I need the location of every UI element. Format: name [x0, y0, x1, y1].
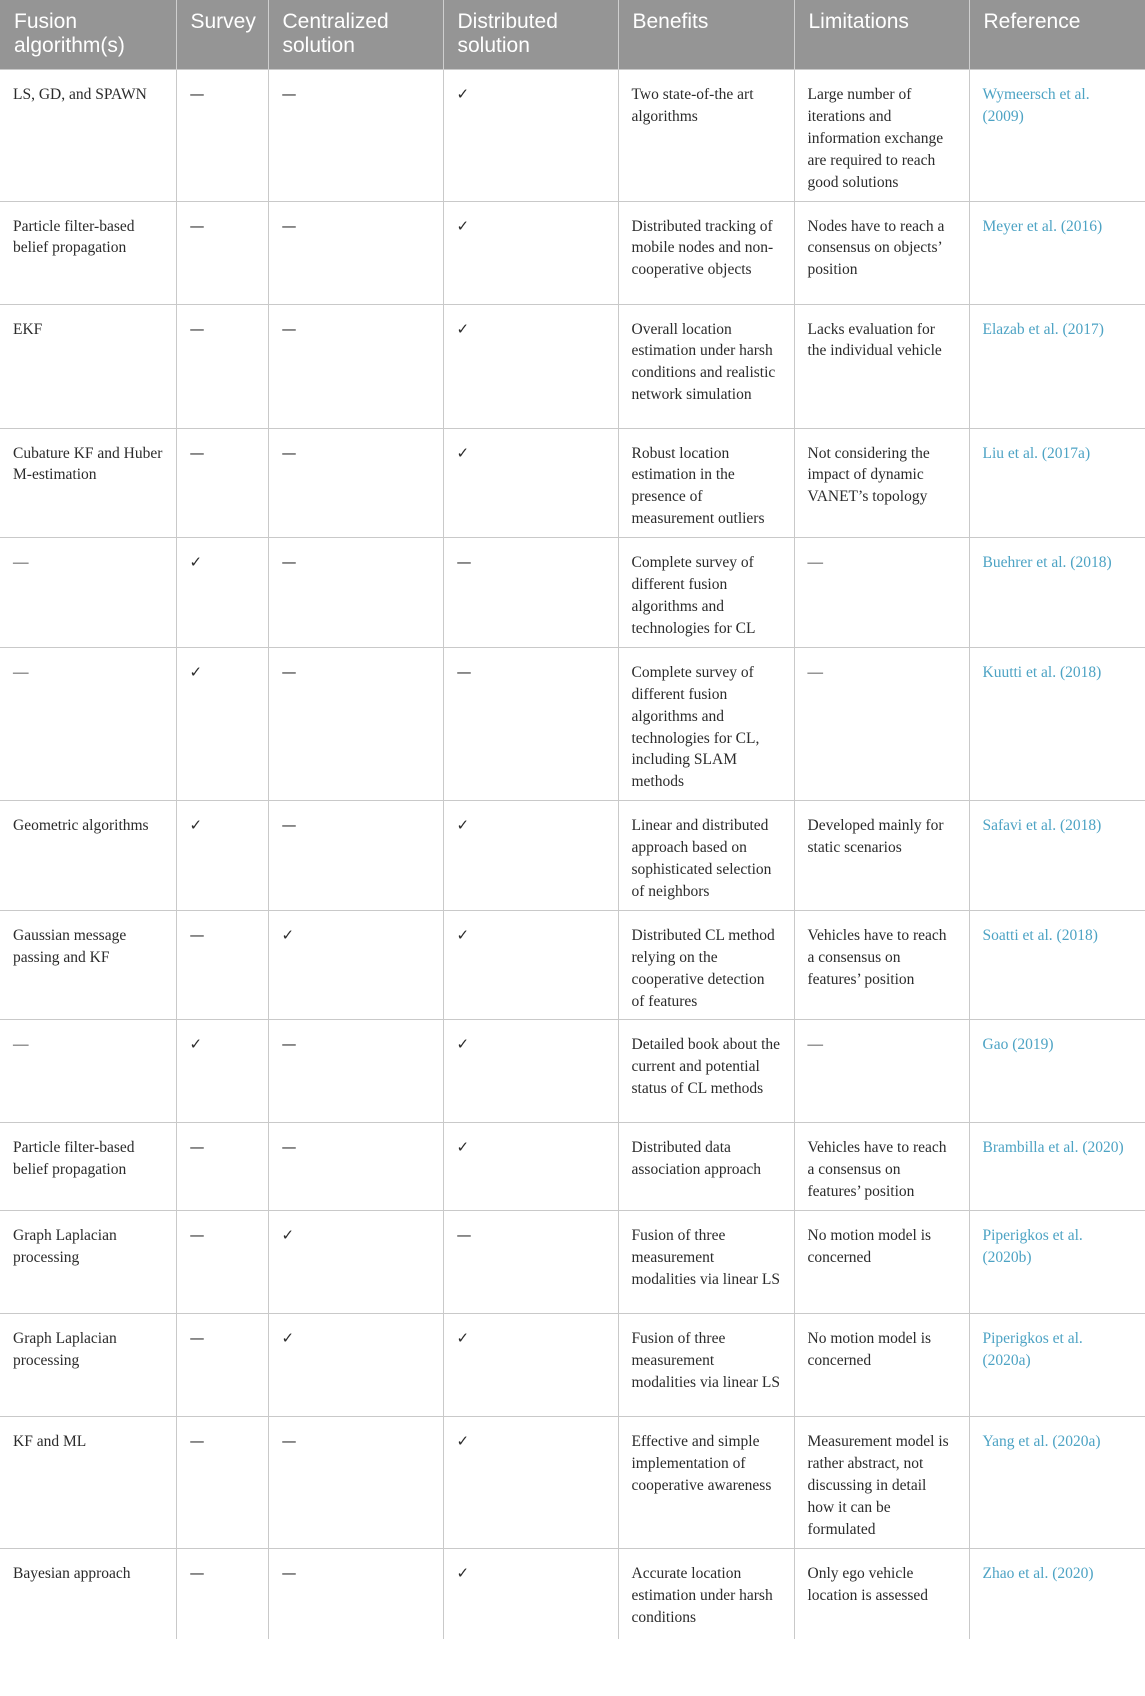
cell-centralized: — [268, 1417, 443, 1549]
cell-benefits: Complete survey of different fusion algorithms and technologies for CL, including SLAM methods [618, 647, 794, 800]
cell-survey: — [176, 304, 268, 428]
cell-survey: ✓ [176, 1020, 268, 1123]
cell-centralized: — [268, 70, 443, 202]
reference-link[interactable]: Brambilla et al. (2020) [969, 1123, 1145, 1211]
reference-link[interactable]: Buehrer et al. (2018) [969, 538, 1145, 648]
cell-limitations: Nodes have to reach a consensus on objects’ position [794, 201, 969, 304]
cell-limitations: Not considering the impact of dynamic VANET’s topology [794, 428, 969, 538]
cell-distributed: ✓ [443, 1548, 618, 1639]
cell-benefits: Two state-of-the art algorithms [618, 70, 794, 202]
cell-survey: ✓ [176, 801, 268, 911]
reference-link[interactable]: Liu et al. (2017a) [969, 428, 1145, 538]
cell-distributed: ✓ [443, 910, 618, 1020]
reference-link[interactable]: Zhao et al. (2020) [969, 1548, 1145, 1639]
cell-distributed: ✓ [443, 1123, 618, 1211]
cell-limitations: No motion model is concerned [794, 1211, 969, 1314]
cell-fusion-algorithm: EKF [0, 304, 176, 428]
reference-link[interactable]: Kuutti et al. (2018) [969, 647, 1145, 800]
reference-link[interactable]: Elazab et al. (2017) [969, 304, 1145, 428]
cell-benefits: Detailed book about the current and potential status of CL methods [618, 1020, 794, 1123]
cell-benefits: Distributed CL method relying on the cooperative detection of features [618, 910, 794, 1020]
cell-fusion-algorithm: LS, GD, and SPAWN [0, 70, 176, 202]
cell-benefits: Effective and simple implementation of cooperative awareness [618, 1417, 794, 1549]
cell-distributed: ✓ [443, 801, 618, 911]
reference-link[interactable]: Piperigkos et al. (2020b) [969, 1211, 1145, 1314]
header-survey: Survey [176, 0, 268, 70]
header-reference: Reference [969, 0, 1145, 70]
cell-limitations: Developed mainly for static scenarios [794, 801, 969, 911]
cell-survey: — [176, 201, 268, 304]
cell-distributed: ✓ [443, 1314, 618, 1417]
cell-centralized: — [268, 1020, 443, 1123]
header-row [0, 0, 1145, 70]
cell-centralized: — [268, 801, 443, 911]
table-row [0, 801, 1145, 911]
cell-benefits: Distributed tracking of mobile nodes and non-cooperative objects [618, 201, 794, 304]
cell-benefits: Overall location estimation under harsh conditions and realistic network simulation [618, 304, 794, 428]
cell-distributed: ✓ [443, 428, 618, 538]
cell-centralized: — [268, 428, 443, 538]
table-row [0, 1211, 1145, 1314]
cell-centralized: ✓ [268, 910, 443, 1020]
cell-fusion-algorithm: Gaussian message passing and KF [0, 910, 176, 1020]
table-row [0, 1123, 1145, 1211]
cell-limitations: Large number of iterations and information exchange are required to reach good solutions [794, 70, 969, 202]
cell-survey: — [176, 1211, 268, 1314]
cell-distributed: ✓ [443, 1020, 618, 1123]
table-row [0, 1314, 1145, 1417]
reference-link[interactable]: Yang et al. (2020a) [969, 1417, 1145, 1549]
table-row [0, 1020, 1145, 1123]
cell-fusion-algorithm: — [0, 538, 176, 648]
cell-benefits: Linear and distributed approach based on sophisticated selection of neighbors [618, 801, 794, 911]
cell-survey: — [176, 1548, 268, 1639]
table-row [0, 1417, 1145, 1549]
table-row [0, 428, 1145, 538]
cell-benefits: Distributed data association approach [618, 1123, 794, 1211]
reference-link[interactable]: Gao (2019) [969, 1020, 1145, 1123]
cell-survey: — [176, 1123, 268, 1211]
cell-fusion-algorithm: Graph Laplacian processing [0, 1314, 176, 1417]
header-benefits: Benefits [618, 0, 794, 70]
cell-survey: — [176, 428, 268, 538]
header-distributed-solution: Distributed solution [443, 0, 618, 70]
cell-distributed: ✓ [443, 304, 618, 428]
cell-fusion-algorithm: Geometric algorithms [0, 801, 176, 911]
cell-centralized: — [268, 1548, 443, 1639]
cell-limitations: — [794, 647, 969, 800]
cell-fusion-algorithm: Graph Laplacian processing [0, 1211, 176, 1314]
table-row [0, 70, 1145, 202]
cell-fusion-algorithm: Cubature KF and Huber M-estimation [0, 428, 176, 538]
cell-centralized: — [268, 304, 443, 428]
cell-distributed: ✓ [443, 70, 618, 202]
cell-benefits: Accurate location estimation under harsh conditions [618, 1548, 794, 1639]
cell-benefits: Complete survey of different fusion algorithms and technologies for CL [618, 538, 794, 648]
cell-fusion-algorithm: Particle filter-based belief propagation [0, 201, 176, 304]
header-fusion-algorithms: Fusion algorithm(s) [0, 0, 176, 70]
cell-survey: ✓ [176, 647, 268, 800]
cell-limitations: — [794, 538, 969, 648]
cell-distributed: ✓ [443, 201, 618, 304]
cell-distributed: — [443, 1211, 618, 1314]
reference-link[interactable]: Safavi et al. (2018) [969, 801, 1145, 911]
cell-fusion-algorithm: — [0, 1020, 176, 1123]
cell-survey: — [176, 70, 268, 202]
cell-distributed: — [443, 647, 618, 800]
cell-centralized: — [268, 201, 443, 304]
cell-benefits: Fusion of three measurement modalities via linear LS [618, 1211, 794, 1314]
cell-centralized: ✓ [268, 1211, 443, 1314]
header-limitations: Limitations [794, 0, 969, 70]
cell-limitations: No motion model is concerned [794, 1314, 969, 1417]
cell-limitations: Vehicles have to reach a consensus on features’ position [794, 910, 969, 1020]
cell-benefits: Fusion of three measurement modalities via linear LS [618, 1314, 794, 1417]
reference-link[interactable]: Soatti et al. (2018) [969, 910, 1145, 1020]
cell-centralized: ✓ [268, 1314, 443, 1417]
cell-fusion-algorithm: KF and ML [0, 1417, 176, 1549]
table-row [0, 1548, 1145, 1639]
cell-survey: — [176, 1417, 268, 1549]
cell-fusion-algorithm: — [0, 647, 176, 800]
table-row [0, 910, 1145, 1020]
cell-survey: — [176, 1314, 268, 1417]
table-row [0, 538, 1145, 648]
cell-limitations: — [794, 1020, 969, 1123]
reference-link[interactable]: Piperigkos et al. (2020a) [969, 1314, 1145, 1417]
table-row [0, 201, 1145, 304]
cell-fusion-algorithm: Particle filter-based belief propagation [0, 1123, 176, 1211]
cell-survey: — [176, 910, 268, 1020]
cell-limitations: Vehicles have to reach a consensus on features’ position [794, 1123, 969, 1211]
reference-link[interactable]: Meyer et al. (2016) [969, 201, 1145, 304]
cell-centralized: — [268, 647, 443, 800]
header-centralized-solution: Centralized solution [268, 0, 443, 70]
cell-centralized: — [268, 538, 443, 648]
cell-distributed: ✓ [443, 1417, 618, 1549]
cell-limitations: Only ego vehicle location is assessed [794, 1548, 969, 1639]
reference-link[interactable]: Wymeersch et al. (2009) [969, 70, 1145, 202]
cell-limitations: Measurement model is rather abstract, not discussing in detail how it can be formulated [794, 1417, 969, 1549]
table-row [0, 647, 1145, 800]
cell-limitations: Lacks evaluation for the individual vehicle [794, 304, 969, 428]
cell-fusion-algorithm: Bayesian approach [0, 1548, 176, 1639]
cell-centralized: — [268, 1123, 443, 1211]
cell-benefits: Robust location estimation in the presence of measurement outliers [618, 428, 794, 538]
cell-survey: ✓ [176, 538, 268, 648]
table-row [0, 304, 1145, 428]
cell-distributed: — [443, 538, 618, 648]
